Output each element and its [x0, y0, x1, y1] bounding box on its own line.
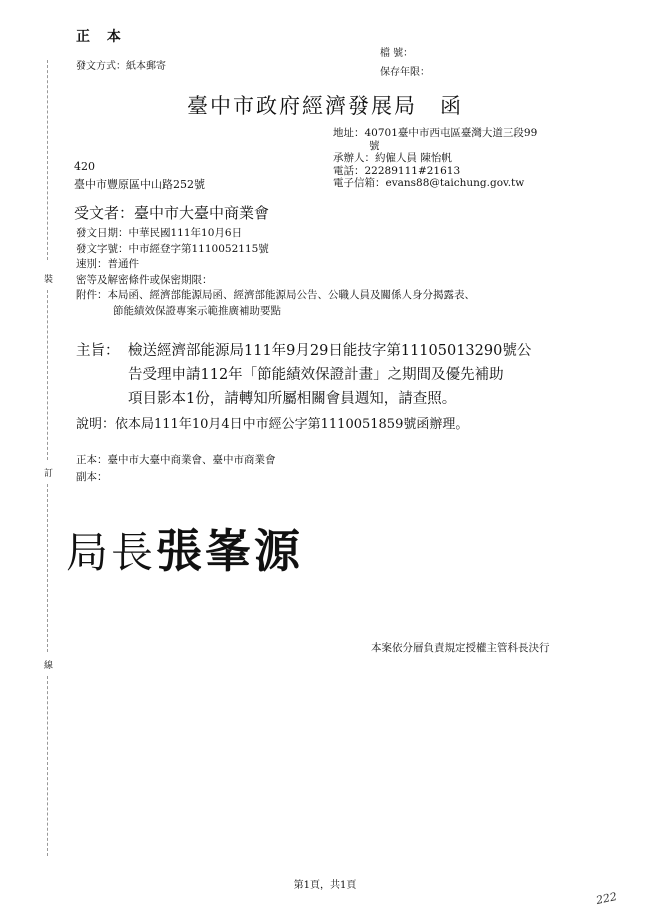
distribution-block — [76, 452, 276, 486]
secrecy-level: 密等及解密條件或保密期限： — [76, 273, 213, 286]
binding-line — [47, 60, 48, 260]
email: 電子信箱：evans88@taichung.gov.tw — [333, 177, 525, 189]
recipient: 受文者：臺中市大臺中商業會 — [74, 204, 270, 222]
attachments: 附件：本局函、經濟部能源局函、經濟部能源局公告、公職人員及關係人身分揭露表、 — [76, 289, 475, 302]
binding-mark-1: 裝 — [44, 275, 54, 285]
contact-block — [333, 127, 537, 190]
page-number: 第1頁，共1頁 — [293, 880, 357, 891]
handwritten-note: 222 — [594, 889, 619, 908]
subject-label: 主旨： — [76, 343, 120, 359]
binding-line — [47, 484, 48, 652]
authority-note: 本案依分層負責規定授權主管科長決行 — [371, 642, 550, 654]
signature-name: 張峯源 — [156, 524, 304, 578]
binding-mark-2: 訂 — [44, 469, 54, 479]
retention-period-label: 保存年限： — [380, 67, 430, 78]
delivery-speed: 速別：普通件 — [76, 258, 139, 271]
binding-mark-3: 線 — [44, 661, 54, 671]
phone: 電話：22289111#21613 — [333, 164, 461, 177]
signature-title: 局長 — [66, 528, 157, 577]
original-recipients: 正本：臺中市大臺中商業會、臺中市商業會 — [76, 454, 276, 466]
binding-line — [47, 676, 48, 856]
subject-line-1: 檢送經濟部能源局111年9月29日能技字第11105013290號公 — [128, 343, 532, 359]
document-meta — [76, 226, 475, 320]
handler: 承辦人：約僱人員 陳怡帆 — [333, 152, 452, 164]
agency-address-cont: 號 — [369, 139, 380, 152]
copy-type-label: 正 本 — [76, 29, 127, 45]
issue-date: 發文日期：中華民國111年10月6日 — [76, 227, 243, 239]
file-number-label: 檔 號： — [380, 48, 414, 59]
recipient-zip: 420 — [74, 160, 95, 173]
recipient-address: 臺中市豐原區中山路252號 — [74, 178, 205, 191]
subject-block — [76, 339, 531, 411]
explanation: 說明：依本局111年10月4日中市經公字第1110051859號函辦理。 — [76, 417, 469, 432]
agency-address: 地址：40701臺中市西屯區臺灣大道三段99 — [333, 127, 538, 139]
copy-recipients: 副本： — [76, 471, 108, 483]
attachments-cont: 節能績效保證專案示範推廣補助要點 — [113, 304, 281, 317]
binding-line — [47, 290, 48, 460]
agency-title: 臺中市政府經濟發展局 函 — [187, 94, 463, 118]
document-number: 發文字號：中市經登字第1110052115號 — [76, 242, 269, 255]
signature-block — [66, 515, 303, 581]
send-method: 發文方式：紙本郵寄 — [76, 61, 166, 72]
subject-line-2: 告受理申請112年「節能績效保證計畫」之期間及優先補助 — [128, 367, 504, 383]
subject-line-3: 項目影本1份，請轉知所屬相關會員週知，請查照。 — [128, 391, 457, 407]
